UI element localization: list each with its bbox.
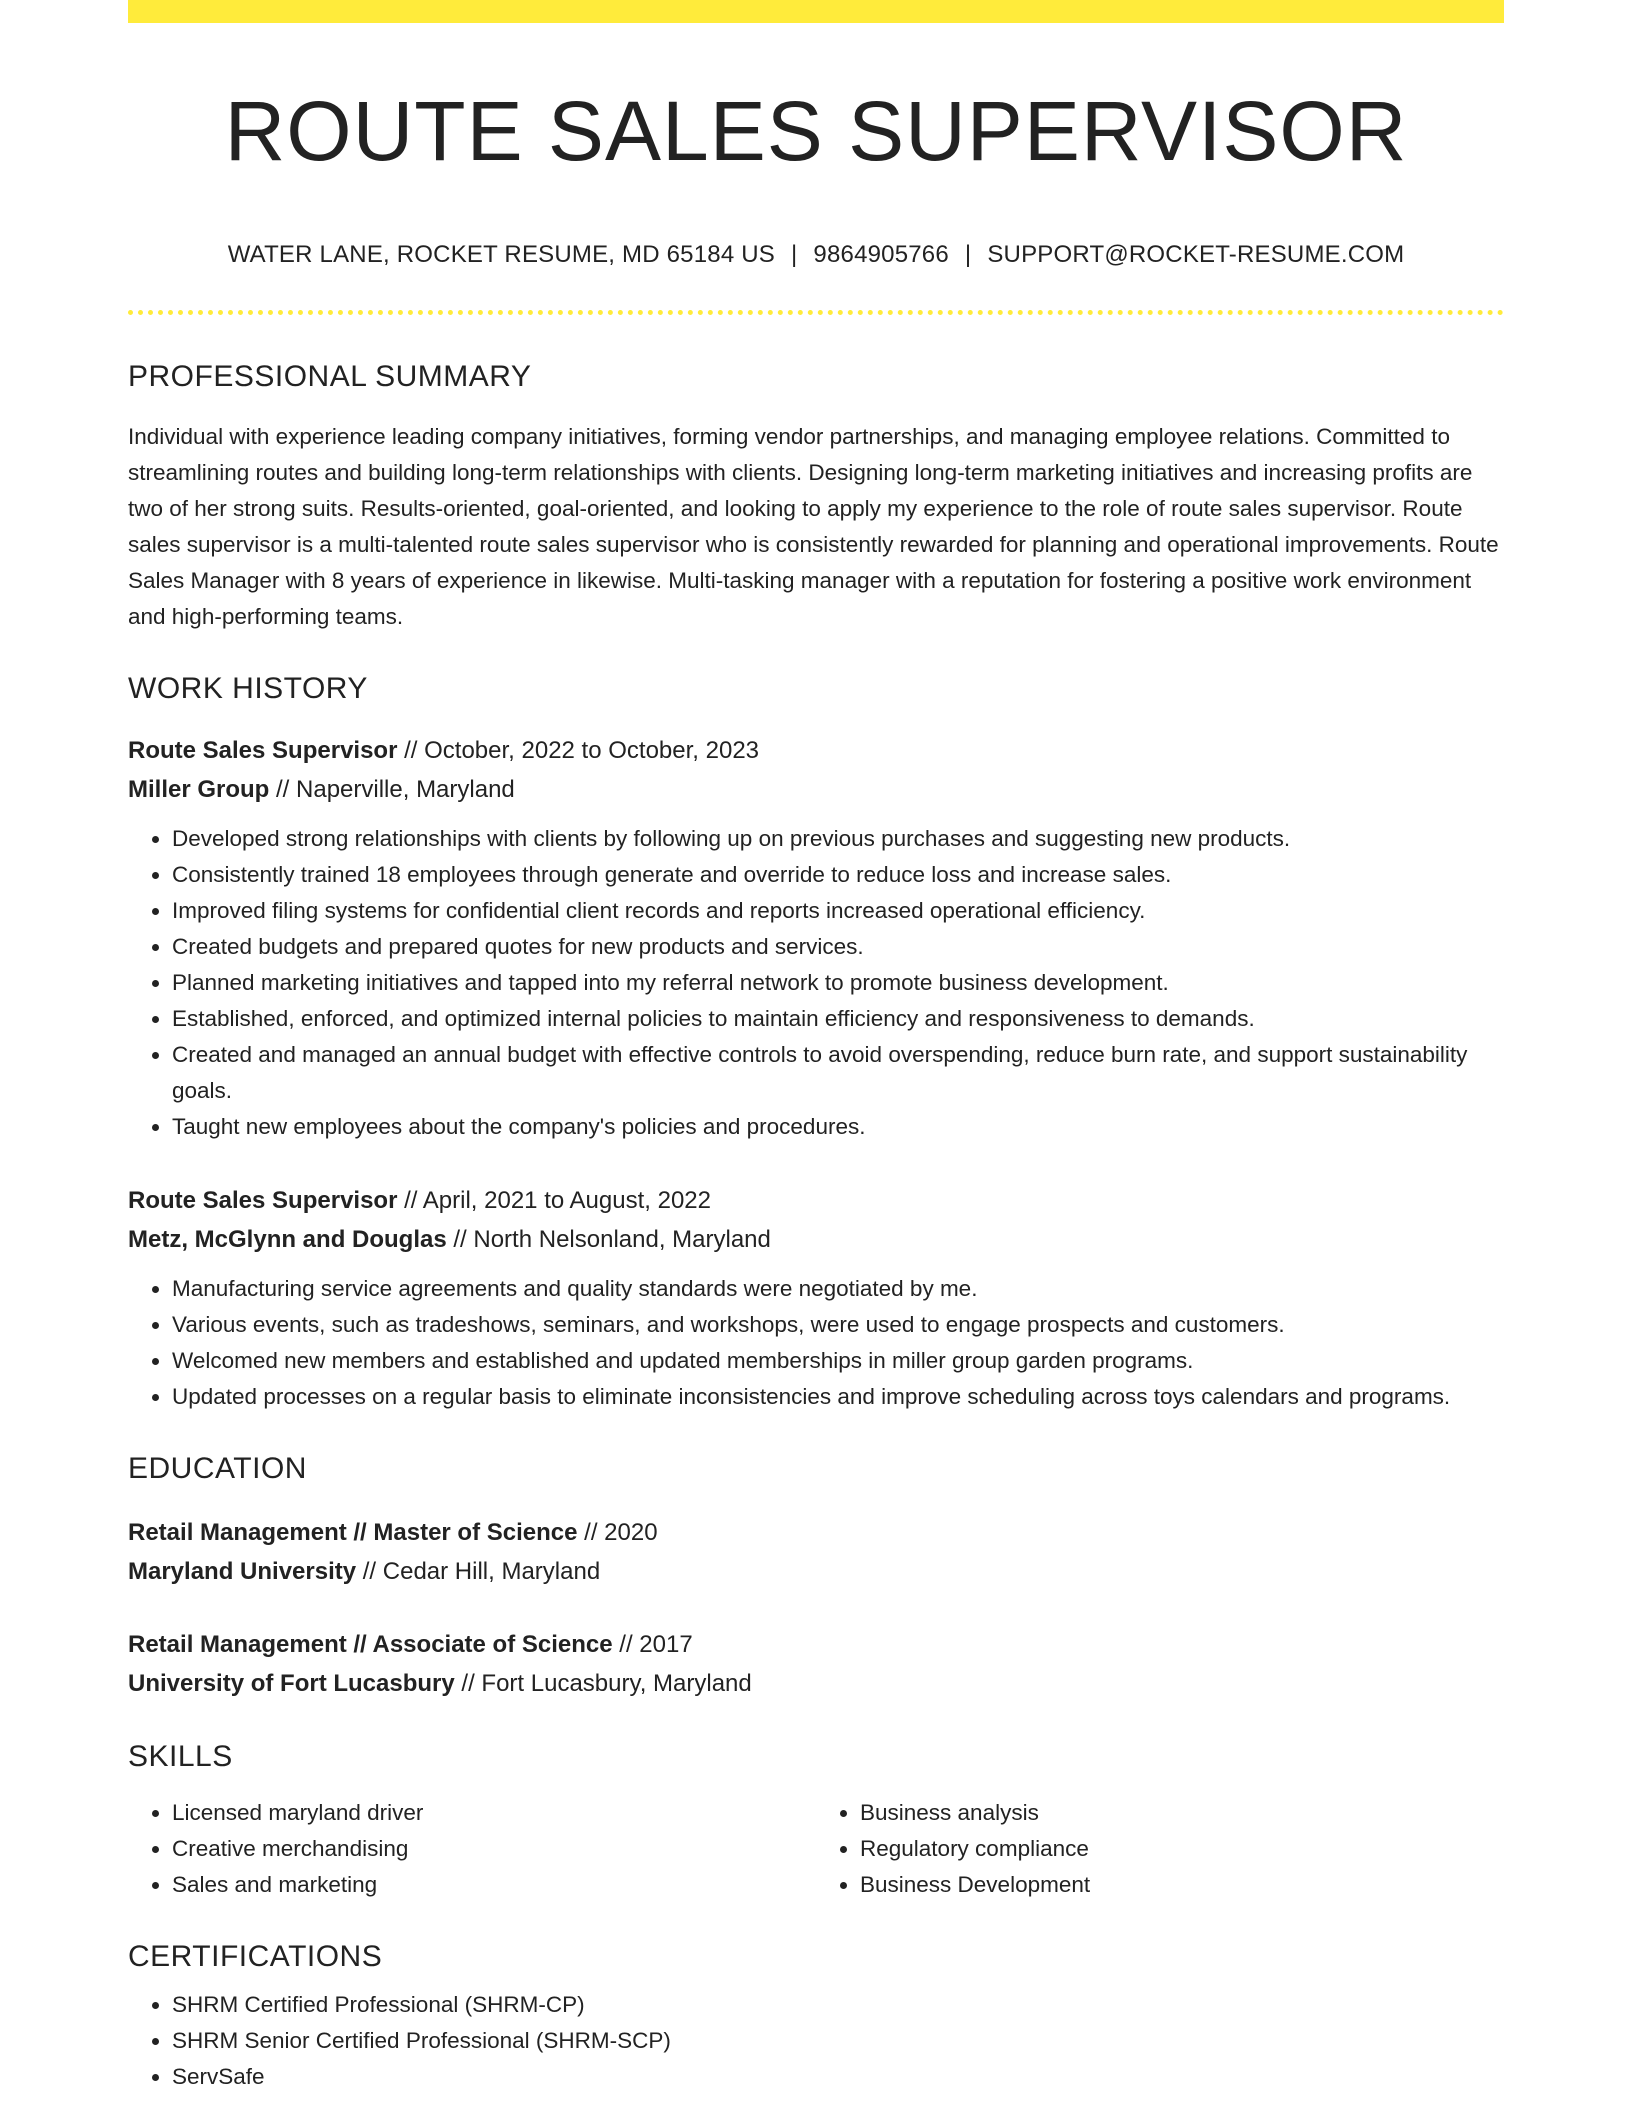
skill-item: • Sales and marketing [172,1867,816,1903]
education-school: Maryland University [128,1558,357,1586]
contact-address: WATER LANE, ROCKET RESUME, MD 65184 US [227,241,775,269]
education-heading: EDUCATION [128,1452,307,1486]
job-title-line [128,731,1504,770]
job-company-line [128,770,1504,809]
job-bullet: • Planned marketing initiatives and tapped into my referral network to promote business development. [172,965,1504,1001]
work-history-heading: WORK HISTORY [128,672,368,706]
education-school-line [128,1552,1504,1591]
skill-item: • Licensed maryland driver [172,1795,816,1831]
job-title-line [128,1181,1504,1220]
job-dates: // April, 2021 to August, 2022 [397,1187,711,1215]
contact-separator: | [790,241,798,269]
job-bullet: • Welcomed new members and established and updated memberships in miller group garden programs. [172,1343,1504,1379]
education-year: // 2017 [612,1631,693,1659]
skills-list-right [816,1795,1504,1903]
job-dates: // October, 2022 to October, 2023 [397,737,760,765]
skill-item: • Business Development [860,1867,1504,1903]
job-bullet: • Taught new employees about the company's policies and procedures. [172,1109,1504,1145]
education-location: // Cedar Hill, Maryland [356,1558,601,1586]
job-bullet: • Created and managed an annual budget with effective controls to avoid overspending, reduce burn rate, and support sustainability goals. [172,1037,1504,1109]
job-bullet: • Updated processes on a regular basis to eliminate inconsistencies and improve scheduling across toys calendars and programs. [172,1379,1504,1415]
accent-top-bar [128,0,1504,23]
job-position: Route Sales Supervisor [128,1187,398,1215]
contact-line [128,241,1504,270]
certification-item: • ServSafe [172,2059,1504,2095]
summary-text: Individual with experience leading company initiatives, forming vendor partnerships, and managing employee relations. Committed to streamlining routes and building long-term relationships with clients. Designing long-term marketing initiatives and increasing profits are two of her strong suits. Results-oriented, goal-oriented, and looking to apply my experience to the role of route sales supervisor. Route sales supervisor is a multi-talented route sales supervisor who is consistently rewarded for planning and operational improvements. Route Sales Manager with 8 years of experience in likewise. Multi-tasking manager with a reputation for fostering a positive work environment and high-performing teams. [128,424,1499,630]
job-entry [128,1181,1504,1415]
dotted-divider [128,310,1504,315]
education-school: University of Fort Lucasbury [128,1670,455,1698]
education-degree-line [128,1513,1504,1552]
job-company-line [128,1220,1504,1259]
education-degree-line [128,1625,1504,1664]
job-entry [128,731,1504,1145]
education-degree: Retail Management // Associate of Science [128,1631,613,1659]
education-degree: Retail Management // Master of Science [128,1519,578,1547]
certification-item: • SHRM Certified Professional (SHRM-CP) [172,1987,1504,2023]
job-bullet: • Developed strong relationships with clients by following up on previous purchases and suggesting new products. [172,821,1504,857]
resume-title: ROUTE SALES SUPERVISOR [224,84,1408,178]
skill-item: • Creative merchandising [172,1831,816,1867]
certifications-list [128,1987,1504,2095]
education-school-line [128,1664,1504,1703]
job-location: // North Nelsonland, Maryland [446,1226,771,1254]
job-position: Route Sales Supervisor [128,737,398,765]
skills-heading: SKILLS [128,1740,233,1774]
skills-list-left [128,1795,816,1903]
contact-phone[interactable]: 9864905766 [813,241,949,269]
resume-page [128,0,1504,2095]
summary-heading: PROFESSIONAL SUMMARY [128,360,532,394]
job-bullet: • Created budgets and prepared quotes for new products and services. [172,929,1504,965]
education-entry [128,1625,1504,1703]
education-location: // Fort Lucasbury, Maryland [454,1670,752,1698]
skill-item: • Business analysis [860,1795,1504,1831]
job-bullet: • Established, enforced, and optimized internal policies to maintain efficiency and responsiveness to demands. [172,1001,1504,1037]
job-company: Miller Group [128,776,270,804]
job-bullet: • Manufacturing service agreements and quality standards were negotiated by me. [172,1271,1504,1307]
contact-email[interactable]: SUPPORT@ROCKET-RESUME.COM [987,241,1405,269]
job-bullet: • Improved filing systems for confidential client records and reports increased operational efficiency. [172,893,1504,929]
job-bullet: • Consistently trained 18 employees through generate and override to reduce loss and increase sales. [172,857,1504,893]
education-entry [128,1513,1504,1591]
job-bullet: • Various events, such as tradeshows, seminars, and workshops, were used to engage prospects and customers. [172,1307,1504,1343]
job-bullets [128,1271,1504,1415]
education-year: // 2020 [577,1519,658,1547]
certification-item: • SHRM Senior Certified Professional (SHRM-SCP) [172,2023,1504,2059]
job-company: Metz, McGlynn and Douglas [128,1226,447,1254]
job-location: // Naperville, Maryland [269,776,515,804]
skill-item: • Regulatory compliance [860,1831,1504,1867]
certifications-heading: CERTIFICATIONS [128,1940,383,1974]
skills-columns [128,1795,1504,1903]
job-bullets [128,821,1504,1145]
contact-separator: | [964,241,972,269]
